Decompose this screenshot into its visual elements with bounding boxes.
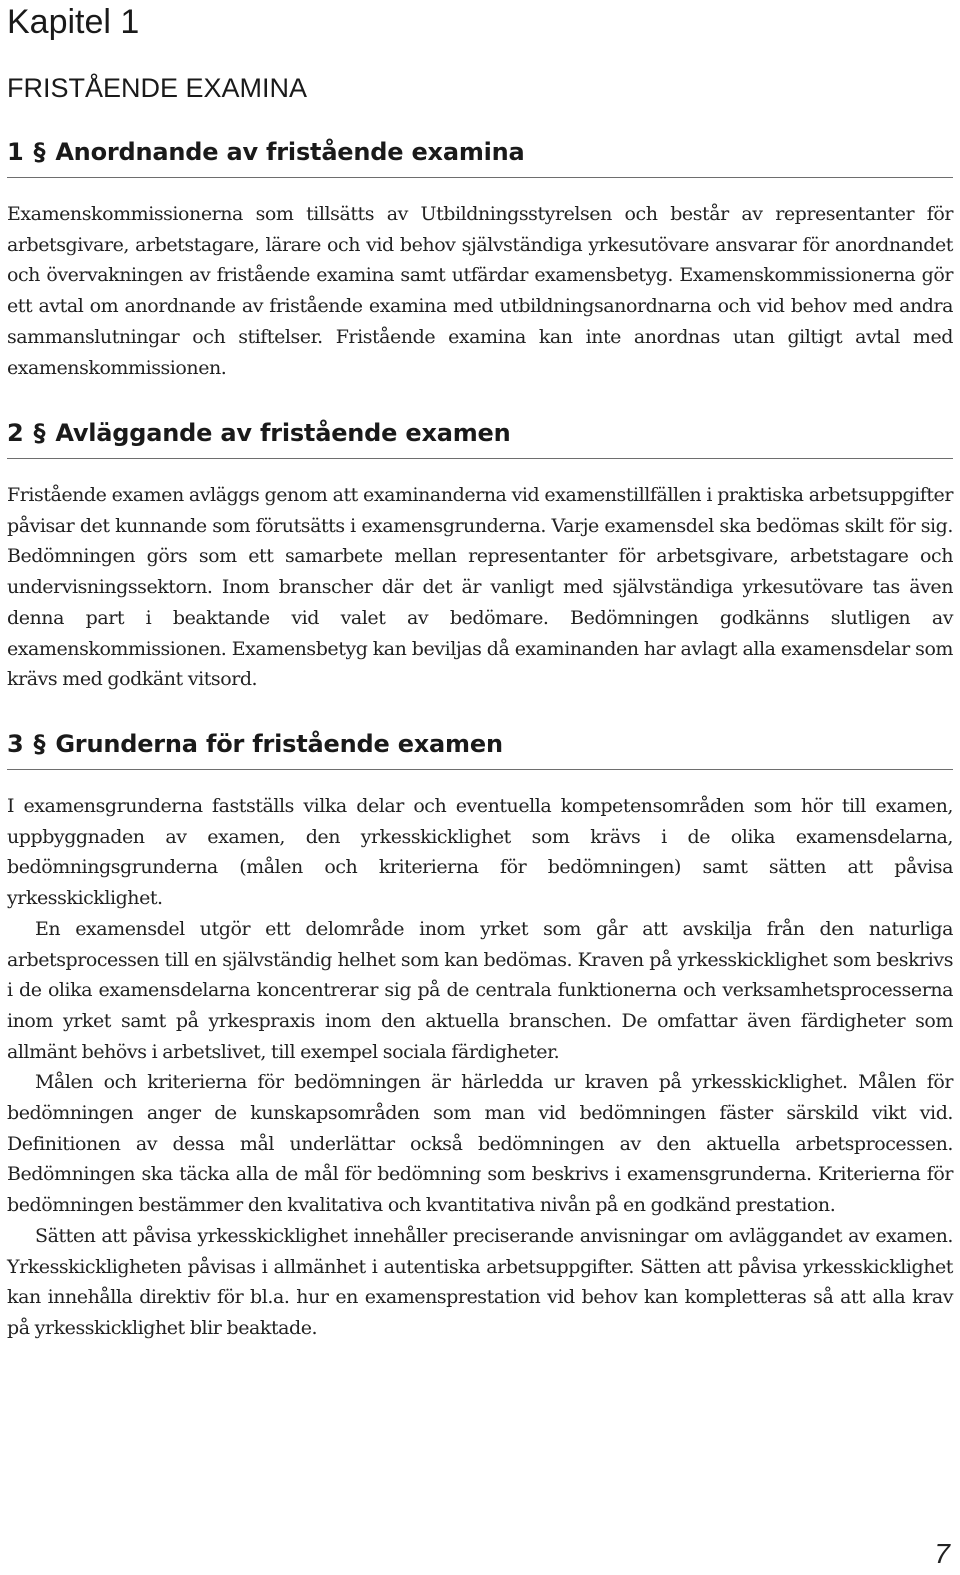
- section-number: 3: [7, 730, 24, 758]
- section-1: [7, 135, 953, 383]
- section-symbol: §: [33, 419, 46, 447]
- section-symbol: §: [33, 730, 46, 758]
- paragraph: Examenskommissionerna som tillsätts av Utbildningsstyrelsen och består av representanter för arbetsgivare, arbetstagare, lärare och vid behov självständiga yrkesutövare ansvarar för anordnandet och övervakningen av fristående examina samt utfärdar examensbetyg. Examenskommissionerna gör ett avtal om anordnande av fristående examina med utbildningsanordnarna och vid behov med andra sammanslutningar och stiftelser. Fristående examina kan inte anordnas utan giltigt avtal med examenskommissionen.: [7, 203, 953, 379]
- section-symbol: §: [33, 138, 46, 166]
- part-title: FRISTÅENDE EXAMINA: [7, 73, 308, 103]
- section-title: Anordnande av fristående examina: [55, 138, 525, 166]
- paragraph: Sätten att påvisa yrkesskicklighet innehåller preciserande anvisningar om avläggandet av examen. Yrkesskickligheten påvisas i allmänhet i autentiska arbetsuppgifter. Sätten att påvisa yrkesskicklighet kan innehålla direktiv för bl.a. hur en examensprestation vid behov kan kompletteras så att alla krav på yrkesskicklighet blir beaktade.: [7, 1224, 953, 1339]
- paragraph: Målen och kriterierna för bedömningen är härledda ur kraven på yrkesskicklighet. Målen för bedömningen anger de kunskapsområden som man vid bedömningen fäster särskild vikt vid. Definitionen av dessa mål underlättar också bedömningen av den aktuella arbetsprocessen. Bedömningen ska täcka alla de mål för bedömning som beskrivs i examensgrunderna. Kriterierna för bedömningen bestämmer den kvalitativa och kvantitativa nivån på en godkänd prestation.: [7, 1071, 953, 1217]
- page-number: 7: [934, 1538, 950, 1569]
- section-body: [7, 199, 953, 383]
- section-heading: [7, 416, 953, 459]
- section-number: 2: [7, 419, 24, 447]
- section-number: 1: [7, 138, 24, 166]
- section-body: [7, 791, 953, 1344]
- section-title: Avläggande av fristående examen: [55, 419, 511, 447]
- section-2: [7, 416, 953, 695]
- paragraph: Fristående examen avläggs genom att examinanderna vid examenstillfällen i praktiska arbetsuppgifter påvisar det kunnande som förutsätts i examensgrunderna. Varje examensdel ska bedömas skilt för sig. Bedömningen görs som ett samarbete mellan representanter för arbetsgivare, arbetstagare och undervisningssektorn. Inom branscher där det är vanligt med självständiga yrkesutövare tas även denna part i beaktande vid valet av bedömare. Bedömningen godkänns slutligen av examenskommissionen. Examensbetyg kan beviljas då examinanden har avlagt alla examensdelar som krävs med godkänt vitsord.: [7, 484, 953, 691]
- section-body: [7, 480, 953, 695]
- section-heading: [7, 135, 953, 178]
- paragraph: En examensdel utgör ett delområde inom yrket som går att avskilja från den naturliga arbetsprocessen till en självständig helhet som kan bedömas. Kraven på yrkesskicklighet som beskrivs i de olika examensdelarna koncentrerar sig på de centrala funktionerna och verksamhetsprocesserna inom yrket samt på yrkespraxis inom den aktuella branschen. De omfattar även färdigheter som allmänt behövs i arbetslivet, till exempel sociala färdigheter.: [7, 917, 953, 1063]
- chapter-label: Kapitel 1: [7, 3, 140, 41]
- section-title: Grunderna för fristående examen: [55, 730, 503, 758]
- section-heading: [7, 727, 953, 770]
- paragraph: I examensgrunderna fastställs vilka delar och eventuella kompetensområden som hör till examen, uppbyggnaden av examen, den yrkesskicklighet som krävs i de olika examensdelarna, bedömningsgrunderna (målen och kriterierna för bedömningen) samt sätten att påvisa yrkesskicklighet.: [7, 795, 953, 910]
- section-3: [7, 727, 953, 1344]
